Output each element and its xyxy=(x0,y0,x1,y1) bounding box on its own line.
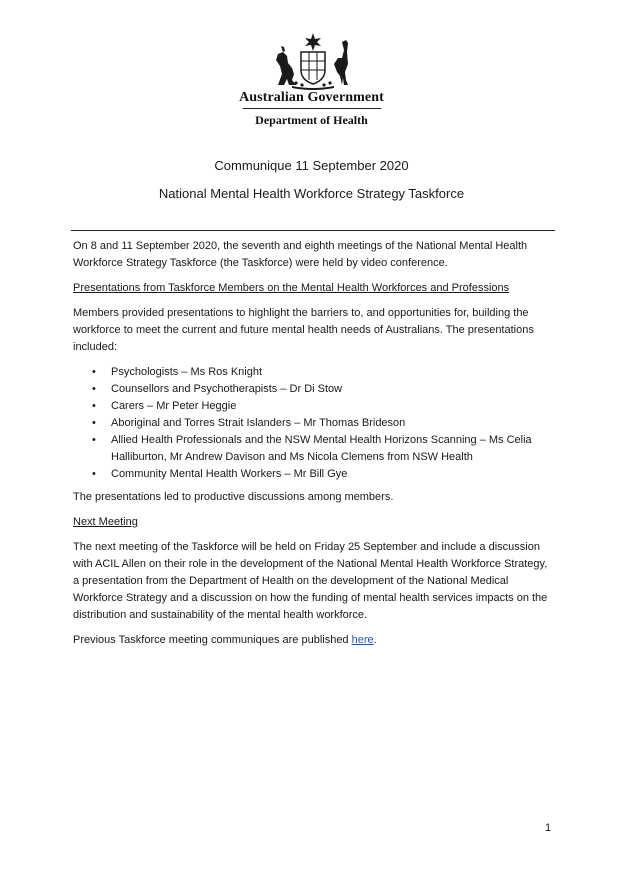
list-item: • Aboriginal and Torres Strait Islanders – Mr Thomas Brideson xyxy=(111,415,553,432)
next-meeting-heading: Next Meeting xyxy=(73,516,138,528)
presentations-list xyxy=(73,364,553,483)
previous-text: Previous Taskforce meeting communiques are published xyxy=(73,634,352,646)
previous-communiques-paragraph xyxy=(73,632,553,649)
list-item: • Community Mental Health Workers – Mr Bill Gye xyxy=(111,466,553,483)
previous-end: . xyxy=(373,634,377,646)
presentations-heading: Presentations from Taskforce Members on the Mental Health Workforces and Professions xyxy=(73,282,510,294)
intro-paragraph: On 8 and 11 September 2020, the seventh and eighth meetings of the National Mental Health Workforce Strategy Taskforce (the Taskforce) were held by video conference. xyxy=(73,240,528,269)
taskforce-title: National Mental Health Workforce Strategy Taskforce xyxy=(158,186,465,201)
coat-of-arms-logo xyxy=(272,30,354,90)
presentations-closing: The presentations led to productive discussions among members. xyxy=(73,491,394,503)
list-item: • Carers – Mr Peter Heggie xyxy=(111,398,553,415)
presentations-paragraph: Members provided presentations to highlight the barriers to, and opportunities for, building the workforce to meet the current and future mental health needs of Australians. The presentations included: xyxy=(73,307,534,353)
section-divider xyxy=(71,230,555,231)
list-item: • Psychologists – Ms Ros Knight xyxy=(111,364,553,381)
page-number: 1 xyxy=(545,822,552,834)
department-name: Department of Health xyxy=(255,113,368,127)
list-item: • Counsellors and Psychotherapists – Dr Di Stow xyxy=(111,381,553,398)
next-meeting-paragraph: The next meeting of the Taskforce will be held on Friday 25 September and include a discussion with ACIL Allen on their role in the development of the National Mental Health Workforce Strategy, a presentation from the Department of Health on the development of the National Medical Workforce Strategy and a discussion on how the funding of mental health services impacts on the distribution and sustainability of the mental health workforce. xyxy=(73,541,548,621)
document-body xyxy=(73,238,553,657)
government-name: Australian Government xyxy=(239,90,384,105)
here-link[interactable]: here xyxy=(351,634,374,646)
list-item: • Allied Health Professionals and the NSW Mental Health Horizons Scanning – Ms Celia Halliburton, Mr Andrew Davison and Ms Nicola Clemens from NSW Health xyxy=(111,432,553,466)
communique-title: Communique 11 September 2020 xyxy=(214,158,409,173)
header-rule xyxy=(243,108,381,109)
